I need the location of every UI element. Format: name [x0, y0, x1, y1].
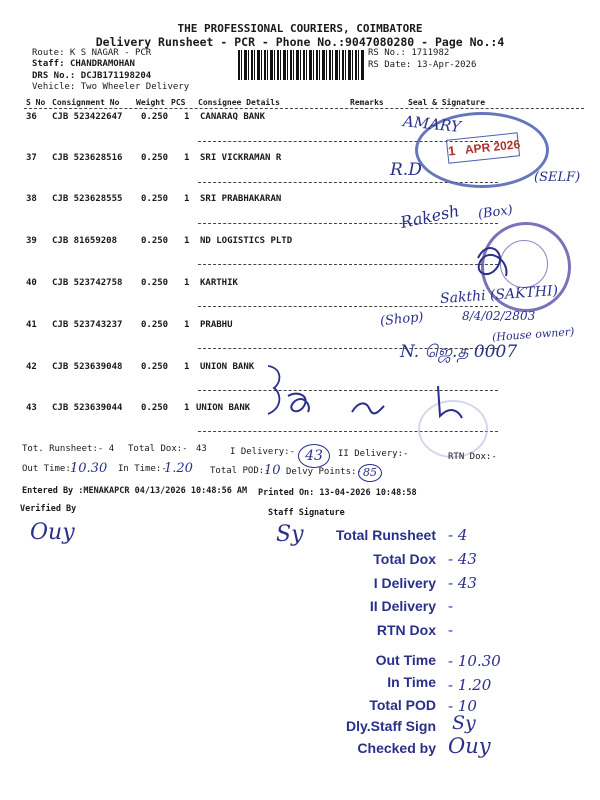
out-time-label: Out Time:-	[22, 464, 77, 474]
row-consignee: UNION BANK	[196, 403, 251, 413]
staff-label: Staff:	[32, 59, 65, 69]
sig-row38: Rakesh	[398, 201, 461, 232]
summary-label: Out Time	[375, 652, 436, 668]
row-pcs: 1	[184, 362, 190, 372]
row-weight: 0.250	[141, 278, 169, 288]
note-row41-shop: (Shop)	[379, 309, 425, 330]
col-sno: S No	[26, 98, 46, 107]
summary-label: Total Runsheet	[335, 527, 436, 543]
row-weight: 0.250	[141, 194, 169, 204]
row-consignment: CJB 523628555	[52, 194, 123, 204]
vehicle: Vehicle: Two Wheeler Delivery	[32, 82, 190, 92]
stamp-date: APR 2026	[464, 137, 521, 157]
summary-label: Total Dox	[373, 551, 436, 567]
total-pod-value: 10	[264, 463, 281, 478]
entered-by: Entered By :MENAKAPCR 04/13/2026 10:48:56 AM	[22, 486, 248, 496]
row-weight: 0.250	[141, 403, 169, 413]
row-weight: 0.250	[141, 112, 169, 122]
summary-label: I Delivery	[373, 575, 436, 591]
note-row41-date: 8/4/02/2803	[462, 309, 536, 323]
note-row38: (Box)	[477, 202, 514, 223]
row-pcs: 1	[184, 236, 190, 246]
row-sno: 36	[26, 112, 37, 122]
rs-number: RS No.: 1711982	[368, 48, 450, 58]
summary-label: In Time	[387, 674, 436, 690]
row-consignee: CANARAQ BANK	[200, 112, 266, 122]
row-consignment: CJB 81659208	[52, 236, 118, 246]
rtn-dox-label: RTN Dox:-	[448, 452, 497, 462]
rs-date: RS Date: 13-Apr-2026	[368, 60, 477, 70]
sig-row43-c	[438, 386, 462, 418]
summary-value: Ouy	[448, 734, 491, 758]
summary-label: II Delivery	[369, 598, 436, 614]
summary-value: - 4	[448, 526, 468, 544]
total-pod-label: Total POD:-	[210, 466, 270, 476]
sig-row43-b	[352, 403, 384, 413]
row-consignment: CJB 523639048	[52, 362, 123, 372]
row-weight: 0.250	[141, 362, 169, 372]
tot-runsheet: Tot. Runsheet:- 4	[22, 444, 115, 454]
out-time-value: 10.30	[70, 461, 108, 476]
row-sno: 43	[26, 403, 37, 413]
summary-value: - 43	[448, 550, 477, 568]
staff-signature-label: Staff Signature	[268, 508, 345, 518]
col-seal: Seal & Signature	[408, 98, 486, 107]
printed-on: Printed On: 13-04-2026 10:48:58	[258, 488, 417, 498]
i-delivery-label: I Delivery:-	[230, 447, 296, 457]
row-pcs: 1	[184, 194, 190, 204]
row-pcs: 1	[184, 112, 190, 122]
summary-value: - 1.20	[448, 676, 492, 694]
delvy-points-label: Delvy Points:-	[286, 467, 362, 477]
delvy-points-value: 85	[358, 464, 382, 482]
route: Route: K S NAGAR - PCR	[32, 48, 152, 58]
verified-signature: Ouy	[30, 520, 75, 545]
verified-by-label: Verified By	[20, 504, 77, 514]
summary-label: Dly.Staff Sign	[346, 718, 436, 734]
summary-value: -	[448, 621, 454, 639]
sig-row43-a	[288, 394, 309, 412]
col-remarks: Remarks	[350, 98, 384, 107]
sig-row42: N. ஜெ.த 0007	[400, 342, 518, 362]
note-row37: (SELF)	[534, 170, 581, 185]
stamp-day: 1	[447, 142, 457, 159]
row-sno: 39	[26, 236, 37, 246]
row-consignment: CJB 523743237	[52, 320, 123, 330]
company-title: THE PROFESSIONAL COURIERS, COIMBATORE	[177, 22, 423, 35]
row-consignment: CJB 523422647	[52, 112, 123, 122]
row-consignee: UNION BANK	[200, 362, 255, 372]
sig-row36: AMARY	[402, 112, 462, 136]
row-consignee: ND LOGISTICS PLTD	[200, 236, 293, 246]
brace-rows42-43	[268, 366, 279, 414]
summary-value: Sy	[452, 712, 476, 734]
row-sno: 41	[26, 320, 37, 330]
row-sno: 42	[26, 362, 37, 372]
row-consignee: KARTHIK	[200, 278, 238, 288]
row-sno: 40	[26, 278, 37, 288]
summary-label: Checked by	[357, 740, 436, 756]
summary-value: - 10.30	[448, 652, 501, 670]
row-sno: 37	[26, 153, 37, 163]
row-sno: 38	[26, 194, 37, 204]
row-consignee: SRI VICKRAMAN R	[200, 153, 282, 163]
row-weight: 0.250	[141, 153, 169, 163]
col-pcs: PCS	[171, 98, 186, 107]
col-consignee: Consignee Details	[198, 98, 280, 107]
row-consignment: CJB 523628516	[52, 153, 123, 163]
summary-value: -	[448, 597, 454, 615]
row-pcs: 1	[184, 153, 190, 163]
col-consignment: Consignment No	[52, 98, 120, 107]
drs-label: DRS No.:	[32, 71, 76, 81]
sig-row37: R.D	[390, 160, 422, 180]
ii-delivery-label: II Delivery:-	[338, 449, 409, 459]
note-row41-house: (House owner)	[491, 325, 575, 344]
in-time-value: 1.20	[164, 461, 193, 476]
row-pcs: 1	[184, 278, 190, 288]
summary-value: - 43	[448, 574, 477, 592]
summary-label: RTN Dox	[376, 622, 436, 638]
row-consignee: PRABHU	[200, 320, 233, 330]
sig-row40: Sakthi (SAKTHI)	[439, 282, 559, 308]
in-time-label: In Time:-	[118, 464, 167, 474]
total-dox-value: 43	[196, 444, 207, 454]
summary-label: Total POD	[369, 697, 436, 713]
col-weight: Weight	[136, 98, 165, 107]
row-consignment: CJB 523639044	[52, 403, 123, 413]
staff-signature: Sy	[276, 522, 304, 547]
i-delivery-value: 43	[298, 444, 330, 468]
runsheet-title: Delivery Runsheet - PCR - Phone No.:9047080280 - Page No.:4	[95, 35, 505, 49]
summary-value: - 10	[448, 697, 477, 715]
staff-name: CHANDRAMOHAN	[69, 59, 135, 69]
row-pcs: 1	[184, 403, 190, 413]
total-dox-label: Total Dox:-	[128, 444, 188, 454]
drs-number: DCJB171198204	[80, 71, 152, 81]
row-weight: 0.250	[141, 320, 169, 330]
row-consignment: CJB 523742758	[52, 278, 123, 288]
scribble-row39	[478, 248, 506, 276]
row-weight: 0.250	[141, 236, 169, 246]
row-consignee: SRI PRABHAKARAN	[200, 194, 282, 204]
row-pcs: 1	[184, 320, 190, 330]
